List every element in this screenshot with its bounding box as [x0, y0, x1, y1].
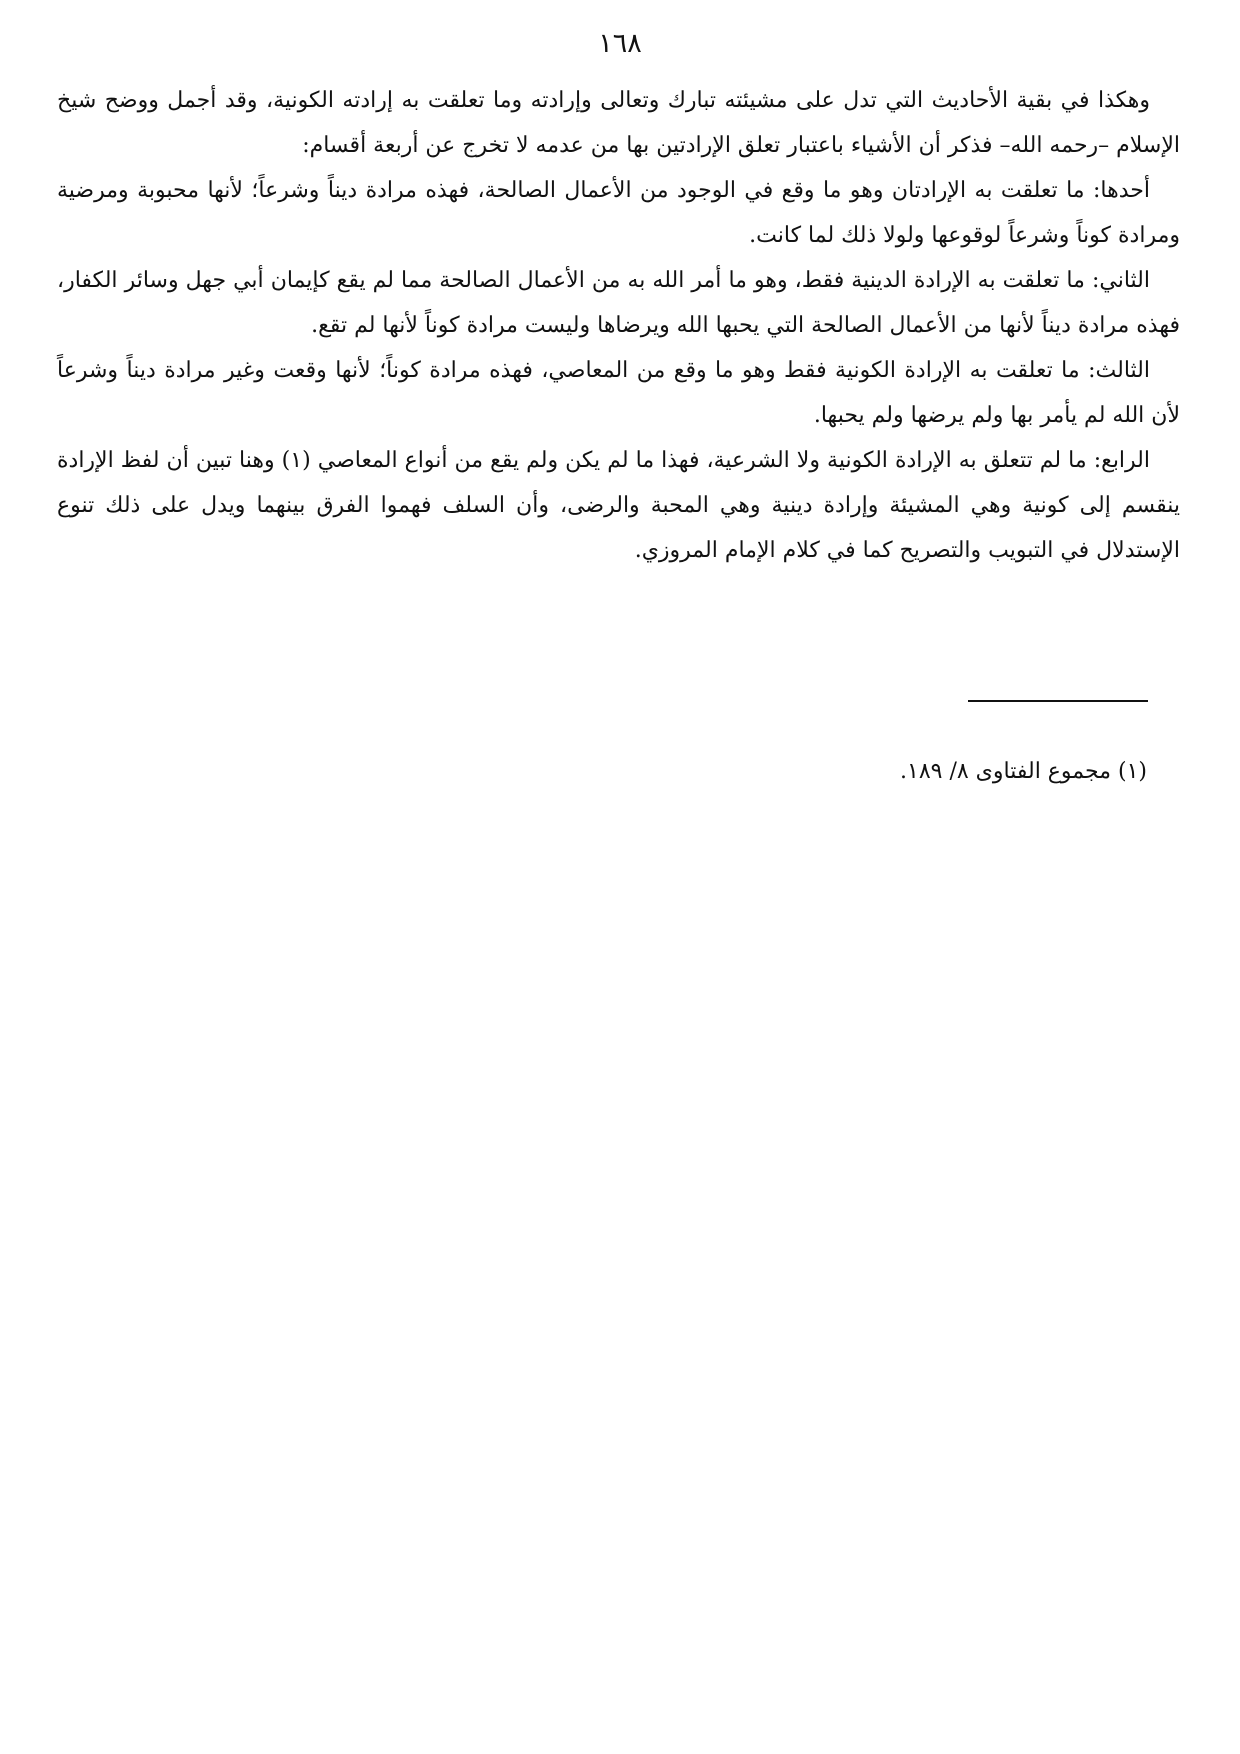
footnote-separator — [968, 700, 1148, 702]
paragraph-fourth-category: الرابع: ما لم تتعلق به الإرادة الكونية ولا الشرعية، فهذا ما لم يكن ولم يقع من أنواع المعاصي (١) وهنا تبين أن لفظ الإرادة ينقسم إلى كونية وهي المشيئة وإرادة دينية وهي المحبة والرضى، وأن السلف فهموا الفرق بينهما ويدل على ذلك تنوع الإستدلال في التبويب والتصريح كما في كلام الإمام المروزي. — [57, 448, 1180, 563]
paragraph-second-category: الثاني: ما تعلقت به الإرادة الدينية فقط، وهو ما أمر الله به من الأعمال الصالحة مما لم يقع كإيمان أبي جهل وسائر الكفار، فهذه مرادة ديناً لأنها من الأعمال الصالحة التي يحبها الله ويرضاها وليست مرادة كوناً لأنها لم تقع. — [57, 268, 1180, 338]
page-number: ١٦٨ — [598, 28, 642, 59]
paragraph-first-category: أحدها: ما تعلقت به الإرادتان وهو ما وقع في الوجود من الأعمال الصالحة، فهذه مرادة ديناً وشرعاً؛ لأنها محبوبة ومرضية ومرادة كوناً وشرعاً لوقوعها ولولا ذلك لما كانت. — [57, 178, 1180, 248]
paragraph-third-category: الثالث: ما تعلقت به الإرادة الكونية فقط وهو ما وقع من المعاصي، فهذه مرادة كوناً؛ لأنها وقعت وغير مرادة ديناً وشرعاً لأن الله لم يأمر بها ولم يرضها ولم يحبها. — [57, 358, 1180, 428]
footnote: (١) مجموع الفتاوى ٨/ ١٨٩. — [900, 759, 1147, 784]
main-text — [57, 78, 1180, 573]
paragraph-intro: وهكذا في بقية الأحاديث التي تدل على مشيئته تبارك وتعالى وإرادته وما تعلقت به إرادته الكونية، وقد أجمل ووضح شيخ الإسلام –رحمه الله– فذكر أن الأشياء باعتبار تعلق الإرادتين بها من عدمه لا تخرج عن أربعة أقسام: — [57, 88, 1180, 158]
